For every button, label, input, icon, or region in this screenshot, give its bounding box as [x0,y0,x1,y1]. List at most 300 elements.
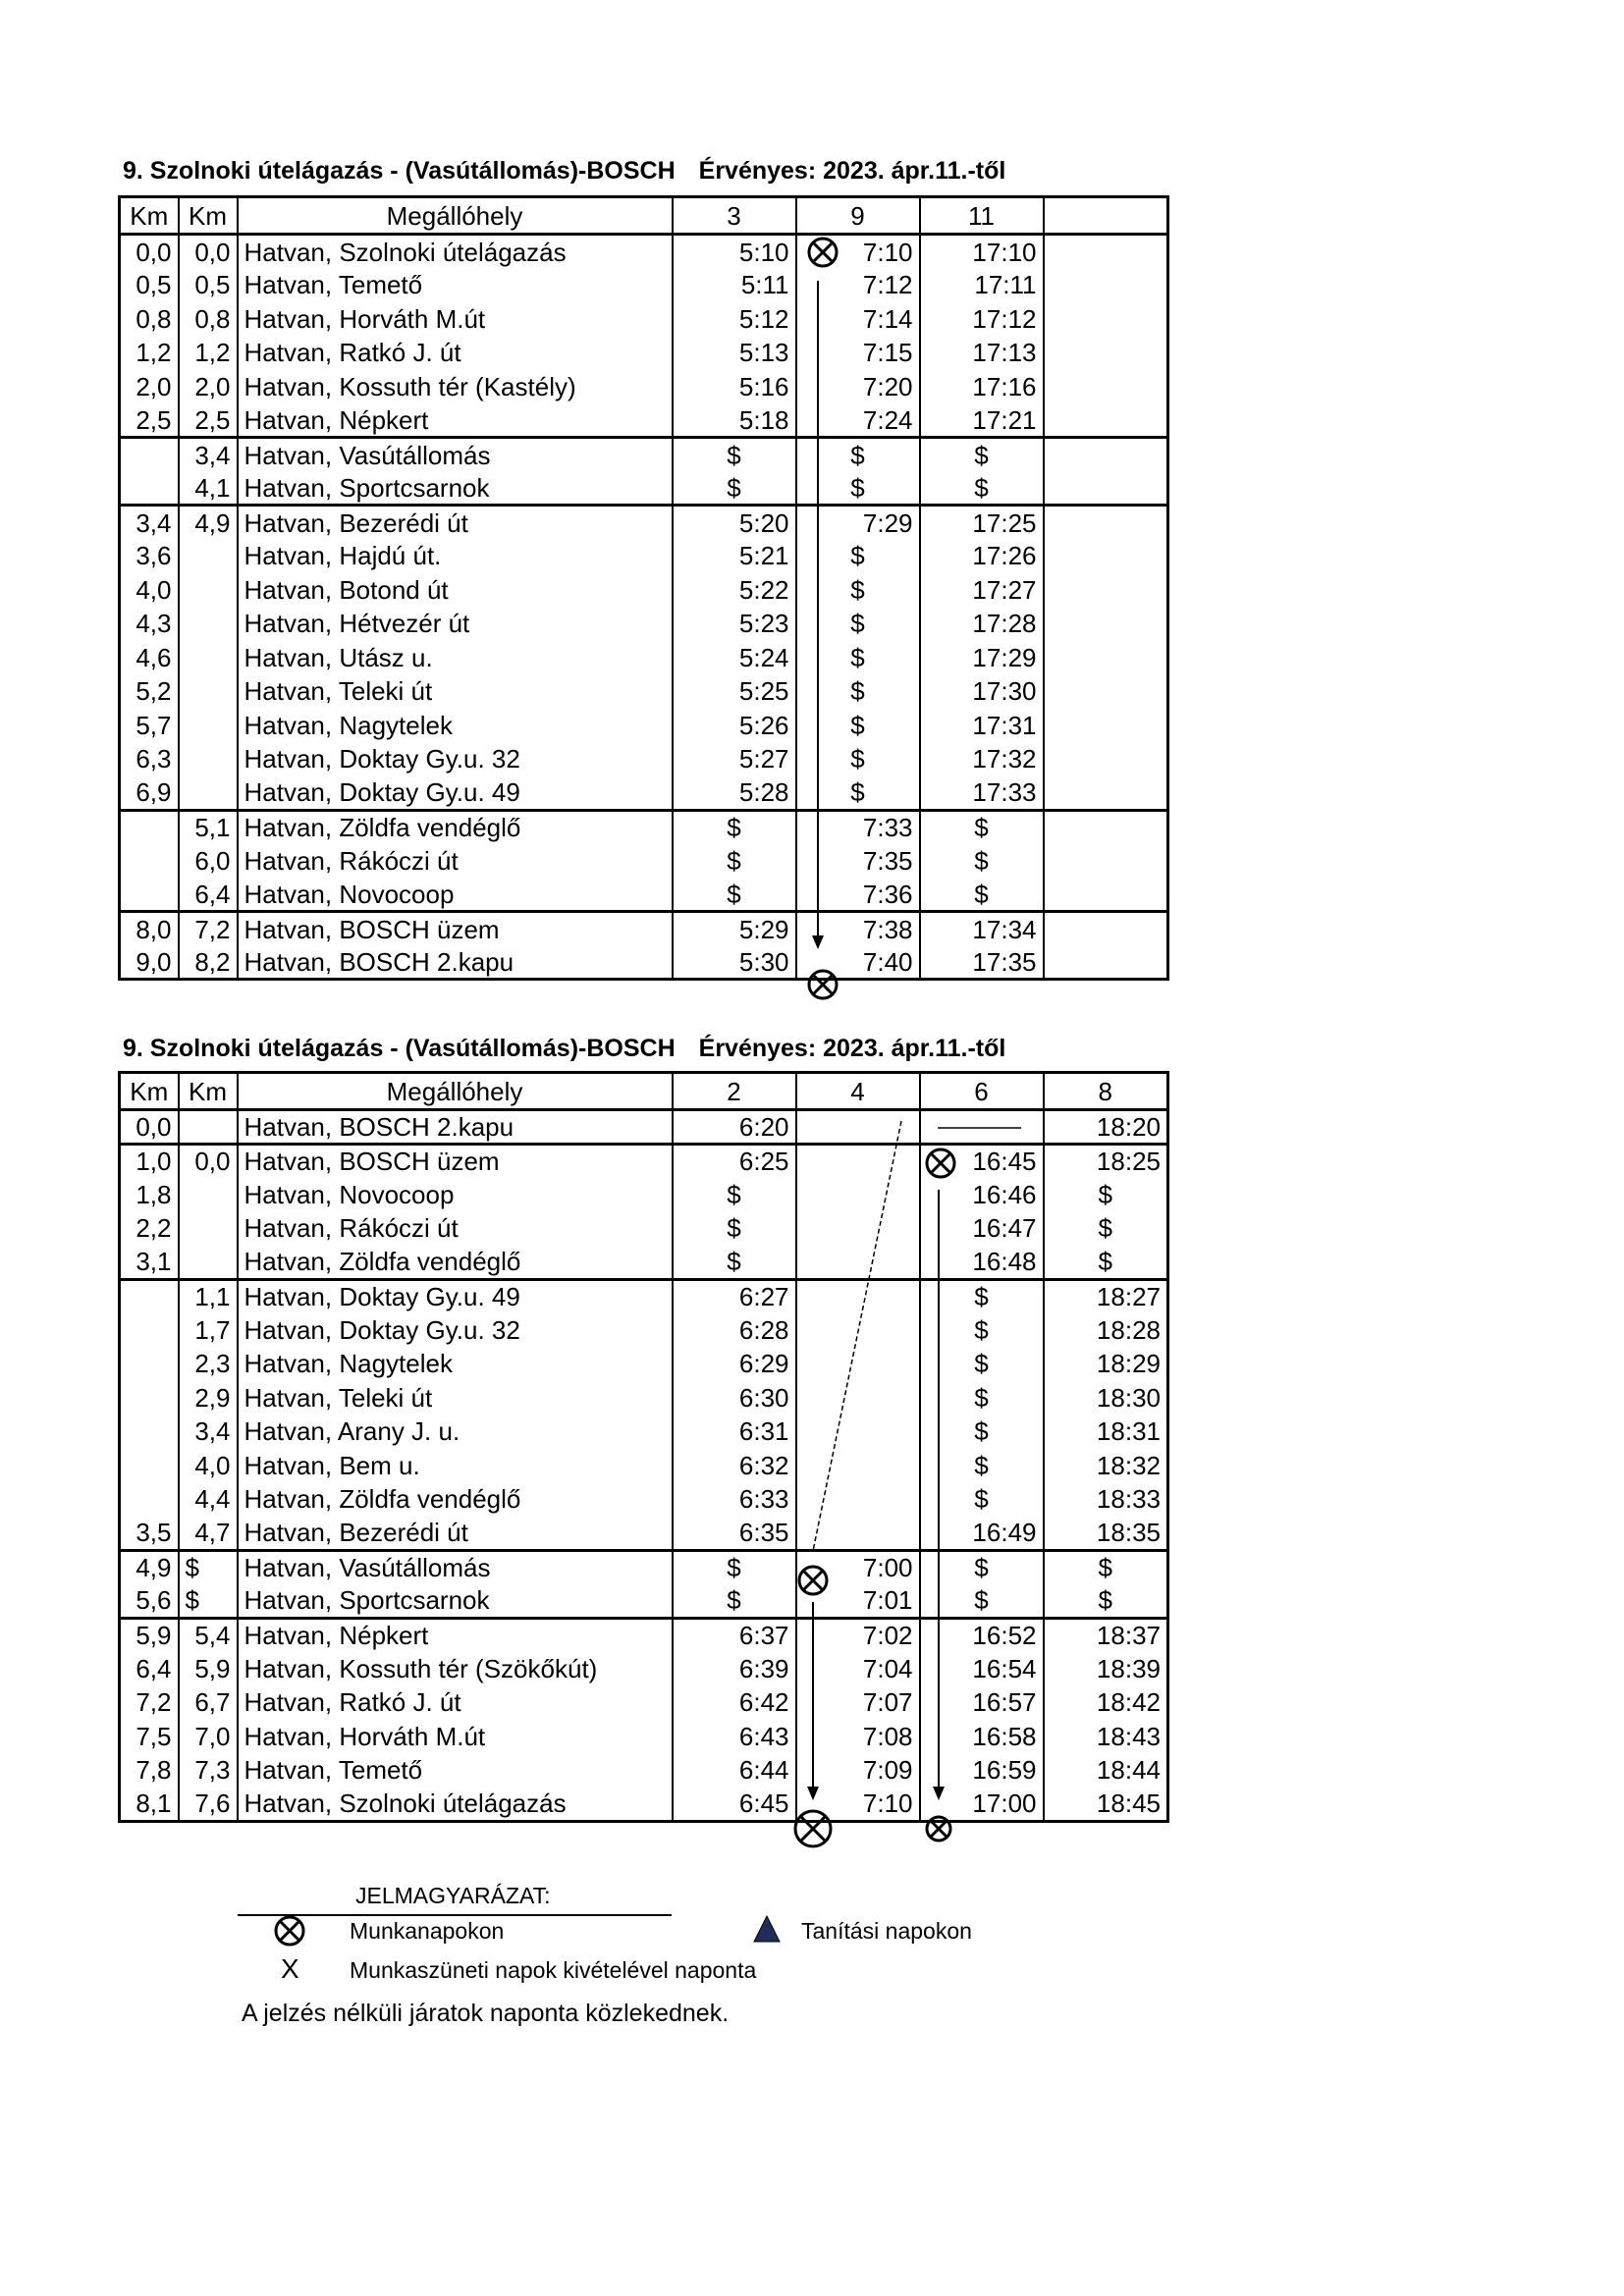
header-row [120,1073,1168,1110]
departure-time: $ [920,471,1044,506]
stop-name: Hatvan, Doktay Gy.u. 49 [238,1279,673,1313]
departure-time: 6:31 [673,1415,796,1449]
departure-time: 16:57 [920,1685,1044,1720]
km-value: 4,0 [120,573,179,608]
departure-time: $ [673,1211,796,1246]
km-value: 6,9 [120,776,179,811]
departure-time: 7:07 [796,1685,920,1720]
km-value: 7,2 [120,1685,179,1720]
departure-time: 16:47 [920,1211,1044,1246]
departure-time: $ [673,878,796,912]
stop-name: Hatvan, Horváth M.út [238,1720,673,1754]
departure-time: 7:15 [796,336,920,370]
timetable-row [120,403,1168,438]
departure-time: $ [673,810,796,844]
departure-time: 17:13 [920,336,1044,370]
stop-name: Hatvan, Sportcsarnok [238,1584,673,1619]
departure-time: 5:21 [673,539,796,573]
departure-time [796,1415,920,1449]
departure-time [796,1482,920,1517]
empty-cell [1044,742,1168,776]
departure-time: 18:42 [1044,1685,1168,1720]
departure-time: 7:10 [796,235,920,269]
timetable-row [120,370,1168,404]
empty-cell [1044,506,1168,540]
timetable-row [120,1753,1168,1788]
departure-time: $ [920,1279,1044,1313]
km-value-alt: 7,6 [179,1788,238,1822]
departure-time: $ [920,438,1044,472]
departure-time: 18:20 [1044,1110,1168,1145]
km-value: 2,0 [120,370,179,404]
departure-time: $ [673,1178,796,1212]
empty-cell [1044,539,1168,573]
km-value-alt: 7,3 [179,1753,238,1788]
departure-time: 16:58 [920,1720,1044,1754]
legend-workdays: Munkanapokon [350,1918,505,1944]
km-value-alt: 0,0 [179,235,238,269]
departure-time: 17:29 [920,641,1044,675]
km-value: 2,2 [120,1211,179,1246]
km-value: 0,5 [120,268,179,302]
departure-time: 5:26 [673,709,796,743]
departure-time: 17:32 [920,742,1044,776]
timetable-row [120,674,1168,709]
departure-time: 7:38 [796,912,920,946]
departure-time: 18:27 [1044,1279,1168,1313]
departure-time: $ [796,674,920,709]
stop-name: Hatvan, Kossuth tér (Kastély) [238,370,673,404]
km-value: 1,0 [120,1144,179,1178]
departure-time: 17:30 [920,674,1044,709]
km-value: 2,5 [120,403,179,438]
departure-time: 6:28 [673,1313,796,1348]
km-value [120,1449,179,1483]
timetable-row [120,844,1168,879]
stop-name: Hatvan, Temető [238,1753,673,1788]
timetable-row [120,1347,1168,1381]
departure-time: 7:01 [796,1584,920,1619]
km-value-alt [179,1110,238,1145]
stop-name: Hatvan, Bezerédi út [238,506,673,540]
timetable-row [120,1788,1168,1822]
km-value: 1,8 [120,1178,179,1212]
km-value-alt: 5,1 [179,810,238,844]
departure-time: 18:31 [1044,1415,1168,1449]
header-row [120,197,1168,235]
departure-time: 7:08 [796,1720,920,1754]
departure-time: 6:43 [673,1720,796,1754]
departure-time: 5:29 [673,912,796,946]
km-value-alt: 4,4 [179,1482,238,1517]
departure-time: $ [796,776,920,811]
departure-time: 6:30 [673,1381,796,1415]
legend-school-days: Tanítási napokon [801,1918,972,1944]
legend-except-holidays: Munkaszüneti napok kivételével naponta [350,1957,757,1983]
departure-time: 17:11 [920,268,1044,302]
departure-time: 5:16 [673,370,796,404]
departure-time [796,1313,920,1348]
workdays-legend-icon [276,1917,303,1945]
departure-time: $ [920,1347,1044,1381]
stop-name: Hatvan, Doktay Gy.u. 32 [238,742,673,776]
km-value [120,1381,179,1415]
departure-time: 18:35 [1044,1517,1168,1551]
km-value: 7,8 [120,1753,179,1788]
departure-time: 17:26 [920,539,1044,573]
km-value: 9,0 [120,945,179,980]
departure-time: 17:28 [920,607,1044,641]
departure-time: 7:29 [796,506,920,540]
stop-name: Hatvan, Rákóczi út [238,1211,673,1246]
stop-name: Hatvan, Zöldfa vendéglő [238,810,673,844]
stop-name: Hatvan, Bem u. [238,1449,673,1483]
departure-time: 5:20 [673,506,796,540]
stop-name: Hatvan, Zöldfa vendéglő [238,1246,673,1280]
departure-time [796,1246,920,1280]
km-value-alt: 4,1 [179,471,238,506]
departure-time: 17:16 [920,370,1044,404]
km-value-alt: $ [179,1550,238,1584]
timetable-row [120,1517,1168,1551]
km-value-alt: $ [179,1584,238,1619]
school-days-triangle-icon [754,1916,780,1942]
legend-title: JELMAGYARÁZAT: [355,1883,551,1908]
departure-time: 7:40 [796,945,920,980]
stop-name: Hatvan, Hajdú út. [238,539,673,573]
departure-time: 7:33 [796,810,920,844]
empty-cell [1044,370,1168,404]
km-value-alt: 8,2 [179,945,238,980]
km-value: 0,0 [120,1110,179,1145]
departure-time [796,1381,920,1415]
stop-name: Hatvan, Népkert [238,1618,673,1652]
departure-time [796,1211,920,1246]
header-km2: Km [179,1073,238,1110]
km-value-alt: 0,0 [179,1144,238,1178]
departure-time: 18:29 [1044,1347,1168,1381]
km-value-alt [179,776,238,811]
km-value-alt [179,1178,238,1212]
header-run-1: 3 [673,197,796,235]
km-value-alt: 0,8 [179,302,238,337]
stop-name: Hatvan, Utász u. [238,641,673,675]
departure-time: 18:43 [1044,1720,1168,1754]
empty-cell [1044,674,1168,709]
timetable-row [120,573,1168,608]
departure-time: $ [796,641,920,675]
timetable-row [120,1279,1168,1313]
km-value-alt: 5,4 [179,1618,238,1652]
timetable-row [120,607,1168,641]
empty-cell [1044,945,1168,980]
departure-time: 6:45 [673,1788,796,1822]
departure-time: 18:44 [1044,1753,1168,1788]
departure-time: 6:39 [673,1652,796,1686]
km-value-alt: 4,7 [179,1517,238,1551]
km-value-alt: 2,3 [179,1347,238,1381]
departure-time: 18:32 [1044,1449,1168,1483]
timetable-row [120,776,1168,811]
stop-name: Hatvan, Novocoop [238,878,673,912]
km-value-alt: 3,4 [179,438,238,472]
stop-name: Hatvan, BOSCH üzem [238,1144,673,1178]
timetable-row [120,1144,1168,1178]
stop-name: Hatvan, Doktay Gy.u. 32 [238,1313,673,1348]
stop-name: Hatvan, Doktay Gy.u. 49 [238,776,673,811]
departure-time [796,1347,920,1381]
km-value-alt [179,709,238,743]
stop-name: Hatvan, Szolnoki útelágazás [238,1788,673,1822]
departure-time: $ [673,1246,796,1280]
timetable-row [120,539,1168,573]
timetable-row [120,1415,1168,1449]
departure-time: 5:18 [673,403,796,438]
stop-name: Hatvan, Ratkó J. út [238,1685,673,1720]
departure-time: 7:24 [796,403,920,438]
timetable-row [120,1449,1168,1483]
timetable-row [120,1482,1168,1517]
timetable-row [120,506,1168,540]
departure-time: 17:21 [920,403,1044,438]
km-value-alt [179,539,238,573]
stop-name: Hatvan, Nagytelek [238,1347,673,1381]
empty-cell [1044,810,1168,844]
departure-time [796,1517,920,1551]
empty-cell [1044,471,1168,506]
empty-cell [1044,844,1168,879]
stop-name: Hatvan, Novocoop [238,1178,673,1212]
legend-divider [238,1914,672,1916]
empty-cell [1044,573,1168,608]
departure-time: 5:10 [673,235,796,269]
km-value-alt: 6,4 [179,878,238,912]
header-run-4 [1044,197,1168,235]
departure-time: $ [920,1415,1044,1449]
header-km1: Km [120,1073,179,1110]
departure-time [796,1279,920,1313]
departure-time: 6:27 [673,1279,796,1313]
stop-name: Hatvan, Sportcsarnok [238,471,673,506]
departure-time: $ [673,1584,796,1619]
header-run-2: 9 [796,197,920,235]
departure-time: 16:52 [920,1618,1044,1652]
departure-time: $ [673,844,796,879]
header-stop: Megállóhely [238,1073,673,1110]
timetable-row [120,471,1168,506]
km-value: 3,5 [120,1517,179,1551]
header-stop: Megállóhely [238,197,673,235]
km-value: 8,0 [120,912,179,946]
departure-time: 17:27 [920,573,1044,608]
departure-time: 5:12 [673,302,796,337]
departure-time: 17:00 [920,1788,1044,1822]
timetable-row [120,709,1168,743]
departure-time: 6:33 [673,1482,796,1517]
departure-time: 5:30 [673,945,796,980]
departure-time: 16:49 [920,1517,1044,1551]
km-value: 3,4 [120,506,179,540]
departure-time [796,1178,920,1212]
km-value [120,844,179,879]
km-value-alt: 5,9 [179,1652,238,1686]
departure-time: 16:59 [920,1753,1044,1788]
departure-time: 7:36 [796,878,920,912]
departure-time [796,1449,920,1483]
empty-cell [1044,709,1168,743]
km-value-alt [179,742,238,776]
timetable-row [120,1550,1168,1584]
timetable-row [120,1685,1168,1720]
stop-name: Hatvan, Népkert [238,403,673,438]
timetable-row [120,1211,1168,1246]
departure-time: 5:22 [673,573,796,608]
km-value [120,1482,179,1517]
departure-time: 16:54 [920,1652,1044,1686]
km-value: 0,8 [120,302,179,337]
departure-time: 18:33 [1044,1482,1168,1517]
departure-time: 7:14 [796,302,920,337]
timetable-1-title [123,157,1005,186]
km-value: 0,0 [120,235,179,269]
departure-time: $ [1044,1550,1168,1584]
timetable-row [120,438,1168,472]
departure-time: $ [1044,1211,1168,1246]
departure-time: 17:31 [920,709,1044,743]
departure-time: 7:02 [796,1618,920,1652]
stop-name: Hatvan, Ratkó J. út [238,336,673,370]
km-value-alt: 6,0 [179,844,238,879]
departure-time: $ [920,1482,1044,1517]
stop-name: Hatvan, Zöldfa vendéglő [238,1482,673,1517]
departure-time [796,1110,920,1145]
header-run-3: 11 [920,197,1044,235]
km-value-alt: 4,0 [179,1449,238,1483]
departure-time: $ [920,1381,1044,1415]
departure-time: 6:35 [673,1517,796,1551]
stop-name: Hatvan, Temető [238,268,673,302]
km-value [120,1347,179,1381]
departure-time: 18:25 [1044,1144,1168,1178]
departure-time: 6:42 [673,1685,796,1720]
timetable-row [120,1313,1168,1348]
departure-time: 6:44 [673,1753,796,1788]
departure-time: 7:10 [796,1788,920,1822]
stop-name: Hatvan, Teleki út [238,1381,673,1415]
empty-cell [1044,403,1168,438]
route-title: 9. Szolnoki útelágazás - (Vasútállomás)-BOSCH [123,1035,676,1062]
km-value-alt [179,1246,238,1280]
departure-time: $ [796,438,920,472]
km-value [120,471,179,506]
stop-name: Hatvan, Kossuth tér (Szökőkút) [238,1652,673,1686]
departure-time: 6:29 [673,1347,796,1381]
km-value [120,1279,179,1313]
timetable-row [120,912,1168,946]
departure-time: $ [920,1449,1044,1483]
timetable-2-title [123,1035,1005,1063]
departure-time: $ [1044,1246,1168,1280]
departure-time: 5:23 [673,607,796,641]
km-value: 6,3 [120,742,179,776]
stop-name: Hatvan, Szolnoki útelágazás [238,235,673,269]
timetable-row [120,1381,1168,1415]
km-value: 3,1 [120,1246,179,1280]
departure-time: $ [920,1584,1044,1619]
km-value: 4,3 [120,607,179,641]
km-value [120,1415,179,1449]
departure-time: $ [920,1550,1044,1584]
km-value [120,438,179,472]
km-value-alt [179,641,238,675]
km-value-alt: 0,5 [179,268,238,302]
km-value-alt: 2,5 [179,403,238,438]
departure-time: 5:28 [673,776,796,811]
timetable-row [120,268,1168,302]
timetable-row [120,945,1168,980]
departure-time: $ [1044,1178,1168,1212]
km-value: 6,4 [120,1652,179,1686]
stop-name: Hatvan, Vasútállomás [238,438,673,472]
departure-time: 5:11 [673,268,796,302]
km-value: 5,6 [120,1584,179,1619]
km-value-alt: 1,2 [179,336,238,370]
timetable-row [120,1652,1168,1686]
departure-time: 18:28 [1044,1313,1168,1348]
km-value: 7,5 [120,1720,179,1754]
stop-name: Hatvan, BOSCH 2.kapu [238,945,673,980]
stop-name: Hatvan, Nagytelek [238,709,673,743]
departure-time: 5:24 [673,641,796,675]
stop-name: Hatvan, Hétvezér út [238,607,673,641]
stop-name: Hatvan, Horváth M.út [238,302,673,337]
km-value-alt: 1,7 [179,1313,238,1348]
km-value-alt: 2,9 [179,1381,238,1415]
stop-name: Hatvan, Rákóczi út [238,844,673,879]
departure-time: 17:12 [920,302,1044,337]
km-value: 1,2 [120,336,179,370]
stop-name: Hatvan, Bezerédi út [238,1517,673,1551]
departure-time: 7:04 [796,1652,920,1686]
km-value: 5,9 [120,1618,179,1652]
departure-time: $ [920,810,1044,844]
km-value-alt: 7,2 [179,912,238,946]
timetable-2 [118,1071,1169,1823]
km-value-alt: 1,1 [179,1279,238,1313]
timetable-row [120,1584,1168,1619]
km-value [120,878,179,912]
departure-time: 6:25 [673,1144,796,1178]
timetable-row [120,235,1168,269]
route-title: 9. Szolnoki útelágazás - (Vasútállomás)-BOSCH [123,157,676,185]
timetable-row [120,1720,1168,1754]
km-value-alt [179,573,238,608]
header-km2: Km [179,197,238,235]
except-holidays-icon: X [281,1953,299,1984]
departure-time: $ [796,607,920,641]
timetable-row [120,742,1168,776]
departure-time: 18:45 [1044,1788,1168,1822]
km-value-alt [179,1211,238,1246]
departure-time: $ [796,709,920,743]
km-value-alt: 6,7 [179,1685,238,1720]
empty-cell [1044,235,1168,269]
timetable-row [120,1178,1168,1212]
departure-time: $ [796,539,920,573]
timetable-row [120,1246,1168,1280]
departure-time: $ [796,742,920,776]
departure-time: 6:37 [673,1618,796,1652]
